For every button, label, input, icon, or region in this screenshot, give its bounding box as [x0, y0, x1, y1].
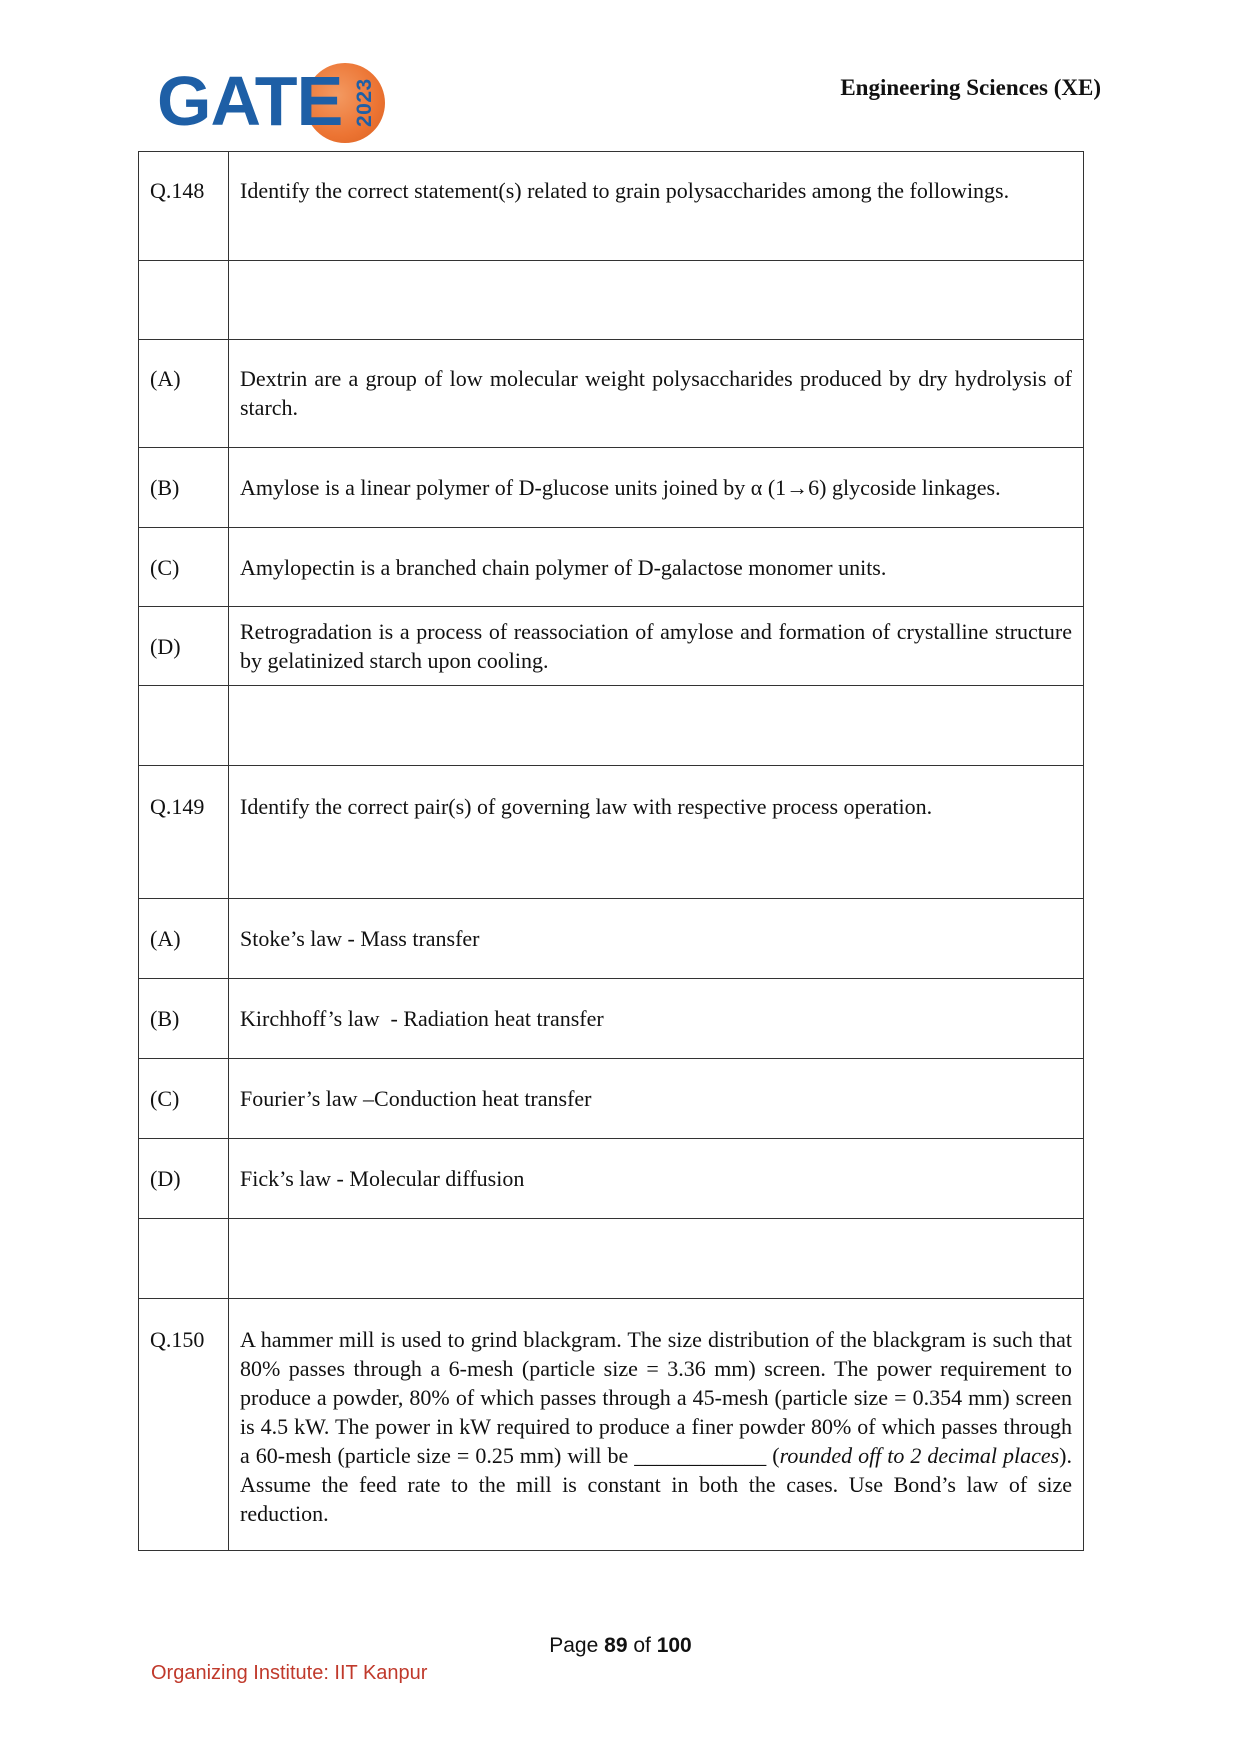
question-row — [139, 766, 1084, 899]
option-row — [139, 1059, 1084, 1139]
question-number: Q.149 — [139, 766, 229, 899]
spacer-row — [139, 686, 1084, 766]
option-row — [139, 528, 1084, 607]
option-text: Dextrin are a group of low molecular weight polysaccharides produced by dry hydrolysis of starch. — [229, 340, 1084, 448]
question-text: Identify the correct statement(s) related to grain polysaccharides among the followings. — [229, 152, 1084, 261]
logo-text: GATE — [157, 62, 343, 140]
organizer-text: Organizing Institute: IIT Kanpur — [151, 1662, 428, 1684]
page-number — [0, 1634, 1241, 1658]
spacer-row — [139, 261, 1084, 340]
question-row — [139, 152, 1084, 261]
option-label: (C) — [139, 528, 229, 607]
option-label: (D) — [139, 1139, 229, 1219]
page-prefix: Page — [549, 1634, 599, 1657]
subject-title: Engineering Sciences (XE) — [840, 75, 1101, 100]
page-sep: of — [633, 1634, 651, 1657]
page-total: 100 — [656, 1634, 692, 1657]
option-label: (B) — [139, 448, 229, 528]
logo-year: 2023 — [353, 78, 376, 128]
option-label: (D) — [139, 607, 229, 686]
question-row — [139, 1299, 1084, 1551]
option-row — [139, 899, 1084, 979]
option-label: (C) — [139, 1059, 229, 1139]
option-label: (A) — [139, 899, 229, 979]
option-row — [139, 607, 1084, 686]
option-row — [139, 1139, 1084, 1219]
question-number: Q.150 — [139, 1299, 229, 1551]
page-current: 89 — [604, 1634, 628, 1657]
option-row — [139, 448, 1084, 528]
option-text: Stoke’s law - Mass transfer — [229, 899, 1084, 979]
option-label: (A) — [139, 340, 229, 448]
question-text: Identify the correct pair(s) of governing law with respective process operation. — [229, 766, 1084, 899]
option-text: Amylose is a linear polymer of D-glucose units joined by α (1→6) glycoside linkages. — [229, 448, 1084, 528]
gate-logo — [157, 58, 377, 148]
question-text — [229, 1299, 1084, 1551]
question-text-part: ). Assume the feed rate to the mill is constant in both the cases. Use Bond’s law of size reduction. — [240, 1443, 1072, 1526]
option-label: (B) — [139, 979, 229, 1059]
option-text: Kirchhoff’s law - Radiation heat transfer — [229, 979, 1084, 1059]
option-row — [139, 340, 1084, 448]
option-text: Retrogradation is a process of reassociation of amylose and formation of crystalline structure by gelatinized starch upon cooling. — [229, 607, 1084, 686]
option-text: Fick’s law - Molecular diffusion — [229, 1139, 1084, 1219]
question-text-italic: rounded off to 2 decimal places — [779, 1443, 1060, 1468]
option-row — [139, 979, 1084, 1059]
option-text: Amylopectin is a branched chain polymer of D-galactose monomer units. — [229, 528, 1084, 607]
question-number: Q.148 — [139, 152, 229, 261]
question-text-part: A hammer mill is used to grind blackgram. The size distribution of the blackgram is such that 80% passes through a 6-mesh (particle size = 3.36 mm) screen. The power requirement to produce a powder, 80% of which passes through a 45-mesh (particle size = 0.354 mm) screen is 4.5 kW. The power in kW required to produce a finer powder 80% of which passes through a 60-mesh (particle size = 0.25 mm) will be ____________ ( — [240, 1327, 1072, 1468]
spacer-row — [139, 1219, 1084, 1299]
option-text: Fourier’s law –Conduction heat transfer — [229, 1059, 1084, 1139]
question-table — [138, 151, 1084, 1551]
